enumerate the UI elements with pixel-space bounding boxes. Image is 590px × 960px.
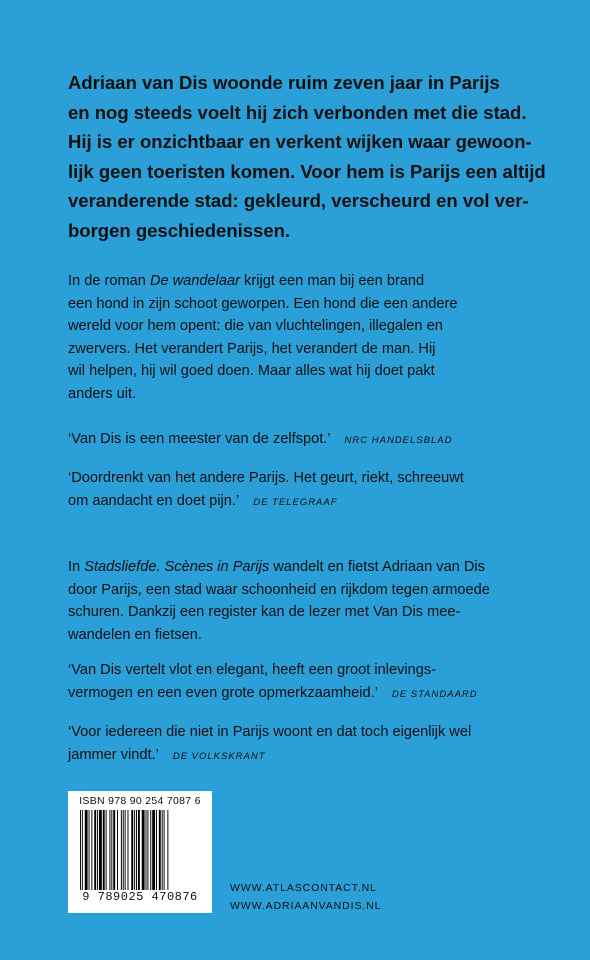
- text-fragment: In de roman: [68, 273, 150, 289]
- review-quote: [68, 428, 548, 453]
- wandelaar-line: zwervers. Het verandert Parijs, het verandert de man. Hij: [68, 340, 436, 357]
- barcode-bar: [125, 810, 126, 890]
- barcode-digits: 9 789025 470876: [82, 890, 198, 904]
- quote-line: ‘Voor iedereen die niet in Parijs woont en dat toch eigenlijk wel: [68, 724, 472, 740]
- text-fragment: In: [68, 559, 85, 575]
- barcode-bar: [142, 810, 145, 890]
- quote-text: ‘Van Dis is een meester van de zelfspot.’: [68, 431, 331, 447]
- barcode-bar: [89, 810, 90, 890]
- review-quote: [68, 467, 548, 514]
- quote-text: om aandacht en doet pijn.’: [68, 492, 240, 509]
- barcode-bar: [80, 810, 81, 890]
- website-link-atlascontact[interactable]: WWW.ATLASCONTACT.NL: [230, 882, 377, 894]
- wandelaar-line: anders uit.: [68, 385, 137, 402]
- barcode-bar: [147, 810, 148, 890]
- barcode-bar: [109, 810, 110, 890]
- website-links: [230, 879, 381, 915]
- barcode-bar: [85, 810, 88, 890]
- text-fragment: wandelt en fietst Adriaan van Dis: [269, 559, 485, 575]
- quote-line: [68, 490, 548, 515]
- isbn-label: ISBN 978 90 254 7087 6: [79, 795, 201, 807]
- intro-line: Hij is er onzichtbaar en verkent wijken waar gewoon-: [68, 131, 532, 152]
- stadsliefde-line: wandelen en fietsen.: [68, 626, 202, 643]
- stadsliefde-line: [68, 556, 538, 579]
- book-title-stadsliefde: Stadsliefde. Scènes in Parijs: [84, 559, 270, 575]
- barcode-bar: [136, 810, 137, 890]
- stadsliefde-line: door Parijs, een stad waar schoonheid en rijkdom tegen armoede: [68, 581, 490, 598]
- intro-line: lijk geen toeristen komen. Voor hem is Parijs een altijd: [68, 160, 546, 182]
- intro-paragraph: [68, 68, 546, 245]
- review-quote: [68, 659, 548, 706]
- quote-line: [68, 428, 548, 453]
- barcode-bar: [164, 810, 165, 890]
- barcode-bar: [82, 810, 83, 890]
- website-link-adriaanvandis[interactable]: WWW.ADRIAANVANDIS.NL: [230, 900, 382, 912]
- barcode-bar: [123, 810, 124, 890]
- review-quote: [68, 721, 548, 768]
- barcode-bar: [128, 810, 129, 890]
- barcode-bar: [152, 810, 155, 890]
- barcode-bar: [167, 810, 168, 890]
- wandelaar-paragraph: [68, 270, 538, 405]
- wandelaar-line: een hond in zijn schoot geworpen. Een hond die een andere: [68, 295, 458, 312]
- intro-line: Adriaan van Dis woonde ruim zeven jaar in Parijs: [68, 72, 500, 93]
- text-fragment: krijgt een man bij een brand: [240, 273, 425, 289]
- barcode-bar: [113, 810, 115, 890]
- barcode-bar: [117, 810, 118, 890]
- barcode-bar: [156, 810, 157, 890]
- barcode-bar: [97, 810, 98, 890]
- intro-line: veranderende stad: gekleurd, verscheurd en vol ver-: [68, 190, 529, 211]
- quote-source: DE VOLKSKRANT: [172, 750, 266, 762]
- wandelaar-line: wereld voor hem opent: die van vluchtelingen, illegalen en: [68, 318, 443, 334]
- barcode-bar: [91, 810, 92, 890]
- barcode-bar: [94, 810, 96, 890]
- barcode-bar: [146, 810, 147, 890]
- quote-line: [68, 744, 548, 769]
- barcode-bar: [121, 810, 122, 890]
- barcode-bar: [106, 810, 107, 890]
- barcode-bar: [162, 810, 163, 890]
- stadsliefde-line: schuren. Dankzij een register kan de lezer met Van Dis mee-: [68, 604, 461, 620]
- book-title-wandelaar: De wandelaar: [149, 273, 240, 289]
- wandelaar-line: [68, 270, 538, 293]
- barcode-bar: [134, 810, 135, 890]
- intro-line: borgen geschiedenissen.: [68, 219, 291, 241]
- barcode-bar: [159, 810, 161, 890]
- barcode-bar: [99, 810, 102, 890]
- wandelaar-line: wil helpen, hij wil goed doen. Maar alles wat hij doet pakt: [68, 363, 435, 379]
- barcode-bar: [131, 810, 133, 890]
- quote-line: ‘Doordrenkt van het andere Parijs. Het geurt, riekt, schreeuwt: [68, 470, 464, 486]
- quote-text: jammer vindt.’: [68, 746, 159, 763]
- quote-text: vermogen en een even grote opmerkzaamheid.’: [68, 684, 378, 701]
- barcode-bar: [103, 810, 105, 890]
- barcode: [68, 791, 212, 913]
- intro-line: en nog steeds voelt hij zich verbonden met die stad.: [68, 101, 527, 123]
- barcode-bar: [111, 810, 112, 890]
- stadsliefde-paragraph: [68, 556, 538, 646]
- quote-source: NRC HANDELSBLAD: [344, 435, 453, 446]
- quote-source: DE STANDAARD: [391, 688, 478, 700]
- quote-line: [68, 682, 548, 707]
- quote-source: DE TELEGRAAF: [253, 496, 338, 508]
- barcode-bar: [150, 810, 151, 890]
- barcode-bars: [78, 810, 202, 890]
- quote-line: ‘Van Dis vertelt vlot en elegant, heeft een groot inlevings-: [68, 662, 437, 678]
- barcode-bar: [138, 810, 140, 890]
